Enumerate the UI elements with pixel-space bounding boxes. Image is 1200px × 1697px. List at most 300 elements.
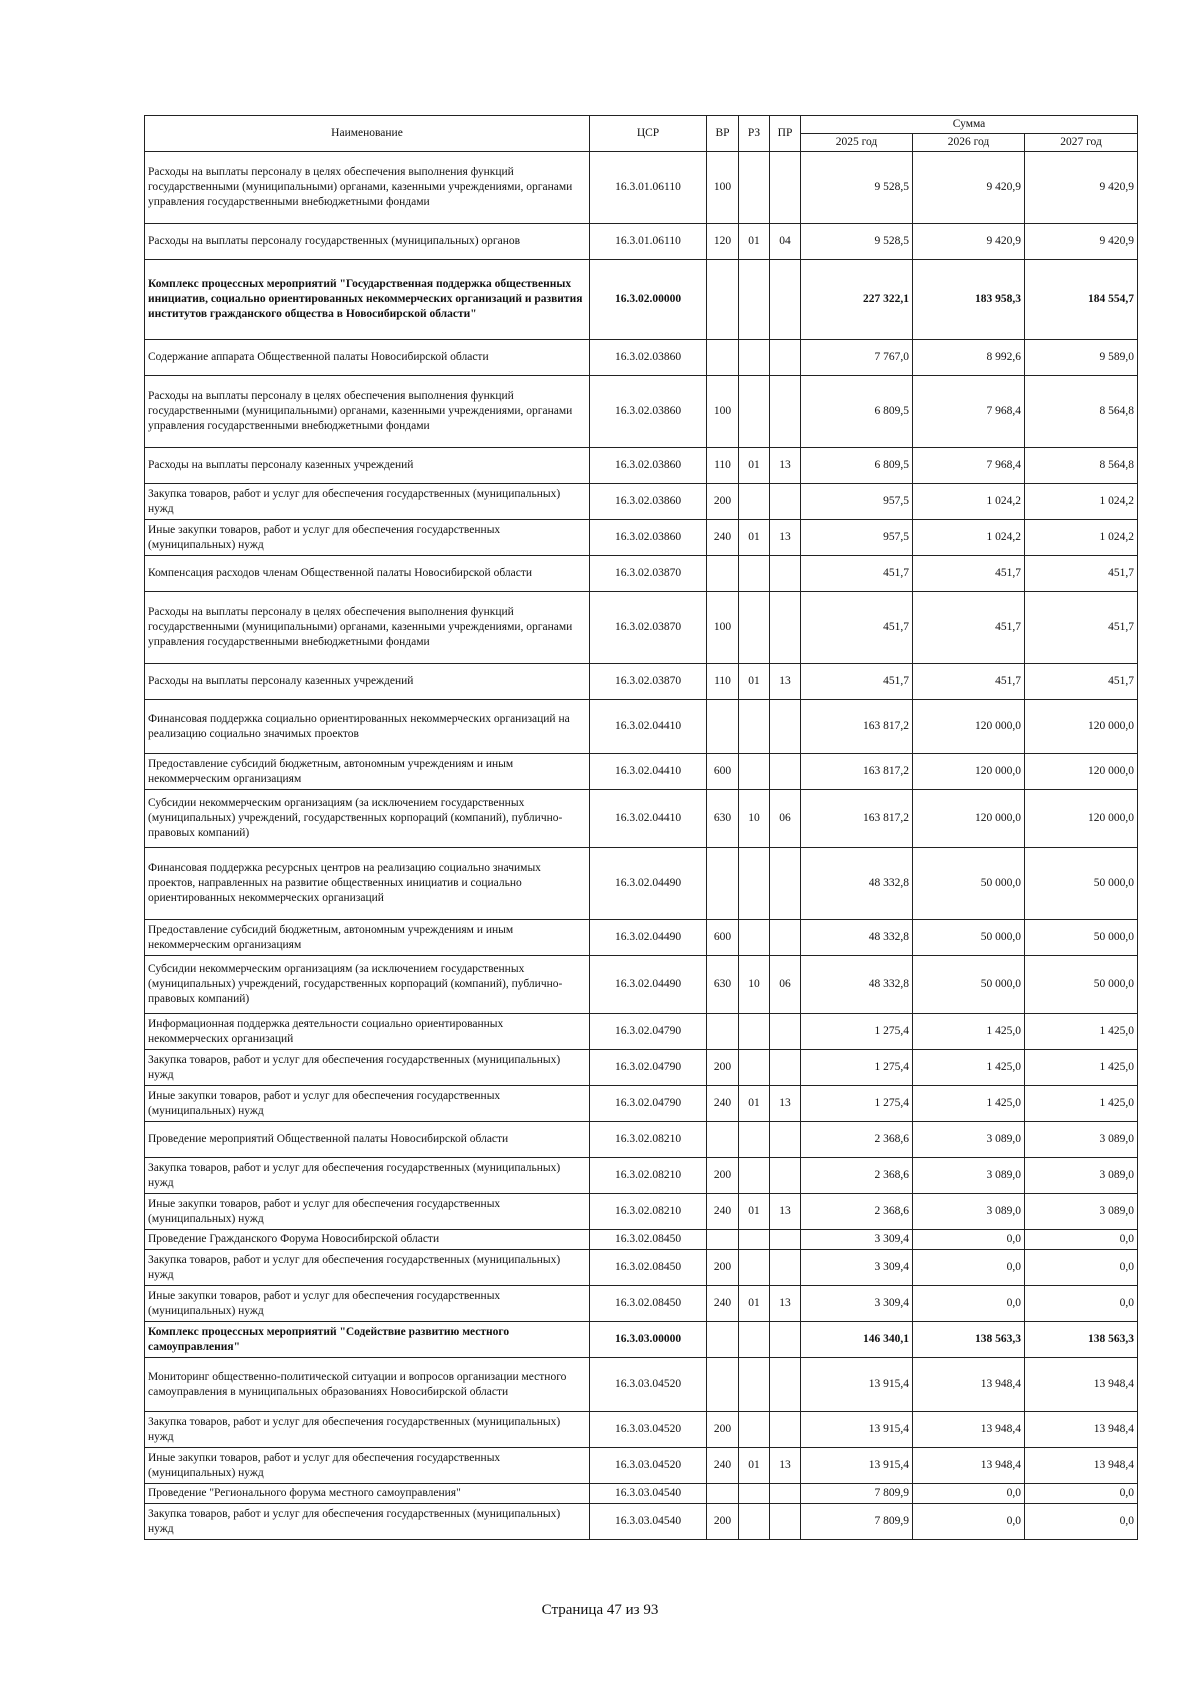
row-pr: [770, 1504, 801, 1540]
row-rz: [739, 920, 770, 956]
row-csr: 16.3.02.04790: [590, 1050, 707, 1086]
row-sum-2025: 6 809,5: [801, 376, 913, 448]
row-name: Содержание аппарата Общественной палаты Новосибирской области: [145, 340, 590, 376]
row-sum-2027: 13 948,4: [1025, 1358, 1138, 1412]
row-sum-2027: 0,0: [1025, 1286, 1138, 1322]
row-sum-2026: 3 089,0: [913, 1194, 1025, 1230]
row-sum-2026: 451,7: [913, 556, 1025, 592]
row-csr: 16.3.02.08450: [590, 1250, 707, 1286]
row-pr: 06: [770, 790, 801, 848]
row-sum-2025: 7 809,9: [801, 1504, 913, 1540]
row-csr: 16.3.01.06110: [590, 152, 707, 224]
table-row: [145, 260, 1138, 340]
row-rz: 01: [739, 224, 770, 260]
row-sum-2026: 1 425,0: [913, 1014, 1025, 1050]
row-sum-2025: 163 817,2: [801, 790, 913, 848]
row-sum-2026: 1 425,0: [913, 1050, 1025, 1086]
table-row: [145, 340, 1138, 376]
row-csr: 16.3.02.08210: [590, 1194, 707, 1230]
row-csr: 16.3.03.04540: [590, 1504, 707, 1540]
row-sum-2027: 8 564,8: [1025, 376, 1138, 448]
row-name: Иные закупки товаров, работ и услуг для обеспечения государственных (муниципальных) нужд: [145, 520, 590, 556]
row-name: Расходы на выплаты персоналу в целях обеспечения выполнения функций государственными (муниципальными) органами, казенными учреждениями, органами управления государственными внебюджетными фондами: [145, 152, 590, 224]
row-name: Закупка товаров, работ и услуг для обеспечения государственных (муниципальных) нужд: [145, 1158, 590, 1194]
row-rz: [739, 376, 770, 448]
table-row: [145, 1322, 1138, 1358]
row-sum-2025: 451,7: [801, 592, 913, 664]
row-vr: [707, 1122, 739, 1158]
table-row: [145, 1250, 1138, 1286]
row-sum-2027: 1 425,0: [1025, 1086, 1138, 1122]
row-rz: 01: [739, 520, 770, 556]
row-sum-2027: 184 554,7: [1025, 260, 1138, 340]
row-vr: 240: [707, 1286, 739, 1322]
table-row: [145, 448, 1138, 484]
table-row: [145, 376, 1138, 448]
row-name: Субсидии некоммерческим организациям (за исключением государственных (муниципальных) учреждений, государственных корпораций (компаний), публично-правовых компаний): [145, 956, 590, 1014]
row-sum-2025: 48 332,8: [801, 956, 913, 1014]
row-rz: [739, 1322, 770, 1358]
row-name: Проведение мероприятий Общественной палаты Новосибирской области: [145, 1122, 590, 1158]
row-sum-2027: 8 564,8: [1025, 448, 1138, 484]
row-sum-2027: 138 563,3: [1025, 1322, 1138, 1358]
row-pr: 13: [770, 520, 801, 556]
row-sum-2027: 3 089,0: [1025, 1158, 1138, 1194]
row-rz: [739, 484, 770, 520]
header-2025: 2025 год: [801, 134, 913, 152]
table-body: [145, 152, 1138, 1540]
row-sum-2027: 13 948,4: [1025, 1412, 1138, 1448]
row-name: Информационная поддержка деятельности социально ориентированных некоммерческих организаций: [145, 1014, 590, 1050]
row-sum-2026: 7 968,4: [913, 448, 1025, 484]
row-sum-2027: 0,0: [1025, 1504, 1138, 1540]
row-vr: 100: [707, 152, 739, 224]
row-pr: [770, 484, 801, 520]
row-rz: [739, 152, 770, 224]
row-sum-2026: 1 024,2: [913, 520, 1025, 556]
row-rz: 01: [739, 1448, 770, 1484]
row-vr: [707, 1014, 739, 1050]
row-name: Иные закупки товаров, работ и услуг для обеспечения государственных (муниципальных) нужд: [145, 1194, 590, 1230]
row-pr: [770, 1250, 801, 1286]
row-rz: 10: [739, 956, 770, 1014]
row-sum-2025: 3 309,4: [801, 1230, 913, 1250]
row-name: Закупка товаров, работ и услуг для обеспечения государственных (муниципальных) нужд: [145, 1050, 590, 1086]
row-vr: [707, 1484, 739, 1504]
row-sum-2025: 13 915,4: [801, 1412, 913, 1448]
table-row: [145, 1194, 1138, 1230]
row-csr: 16.3.02.04410: [590, 754, 707, 790]
row-csr: 16.3.01.06110: [590, 224, 707, 260]
row-sum-2026: 183 958,3: [913, 260, 1025, 340]
header-pr: ПР: [770, 116, 801, 152]
row-sum-2027: 3 089,0: [1025, 1122, 1138, 1158]
row-sum-2025: 48 332,8: [801, 920, 913, 956]
row-rz: [739, 1158, 770, 1194]
table-row: [145, 520, 1138, 556]
row-sum-2026: 451,7: [913, 592, 1025, 664]
table-row: [145, 1086, 1138, 1122]
row-vr: [707, 700, 739, 754]
row-csr: 16.3.02.04490: [590, 848, 707, 920]
table-row: [145, 224, 1138, 260]
table-row: [145, 1158, 1138, 1194]
row-pr: [770, 848, 801, 920]
row-pr: [770, 920, 801, 956]
row-rz: 01: [739, 1194, 770, 1230]
row-rz: 01: [739, 664, 770, 700]
row-csr: 16.3.02.04790: [590, 1014, 707, 1050]
row-sum-2027: 0,0: [1025, 1230, 1138, 1250]
row-sum-2026: 7 968,4: [913, 376, 1025, 448]
row-sum-2026: 120 000,0: [913, 754, 1025, 790]
row-sum-2027: 120 000,0: [1025, 700, 1138, 754]
row-sum-2027: 451,7: [1025, 556, 1138, 592]
row-sum-2025: 2 368,6: [801, 1122, 913, 1158]
row-sum-2026: 3 089,0: [913, 1158, 1025, 1194]
row-sum-2025: 2 368,6: [801, 1158, 913, 1194]
row-sum-2025: 13 915,4: [801, 1448, 913, 1484]
row-sum-2025: 3 309,4: [801, 1250, 913, 1286]
row-sum-2025: 957,5: [801, 484, 913, 520]
row-sum-2026: 50 000,0: [913, 920, 1025, 956]
row-sum-2026: 0,0: [913, 1250, 1025, 1286]
row-pr: [770, 376, 801, 448]
row-name: Расходы на выплаты персоналу казенных учреждений: [145, 664, 590, 700]
row-pr: 13: [770, 448, 801, 484]
header-rz: РЗ: [739, 116, 770, 152]
row-vr: 200: [707, 1412, 739, 1448]
table-row: [145, 592, 1138, 664]
row-name: Комплекс процессных мероприятий "Государственная поддержка общественных инициатив, социально ориентированных некоммерческих организаций и развития институтов гражданского общества в Новосибирской области": [145, 260, 590, 340]
table-row: [145, 1358, 1138, 1412]
row-name: Иные закупки товаров, работ и услуг для обеспечения государственных (муниципальных) нужд: [145, 1448, 590, 1484]
row-csr: 16.3.02.03860: [590, 340, 707, 376]
row-rz: 10: [739, 790, 770, 848]
row-sum-2027: 1 425,0: [1025, 1014, 1138, 1050]
row-vr: 200: [707, 1250, 739, 1286]
row-sum-2026: 13 948,4: [913, 1412, 1025, 1448]
row-pr: 13: [770, 664, 801, 700]
row-vr: 200: [707, 1158, 739, 1194]
row-pr: [770, 1412, 801, 1448]
row-sum-2026: 120 000,0: [913, 790, 1025, 848]
row-name: Проведение Гражданского Форума Новосибирской области: [145, 1230, 590, 1250]
row-sum-2025: 1 275,4: [801, 1086, 913, 1122]
row-rz: [739, 1484, 770, 1504]
header-2026: 2026 год: [913, 134, 1025, 152]
row-pr: [770, 1122, 801, 1158]
row-csr: 16.3.02.04790: [590, 1086, 707, 1122]
row-name: Расходы на выплаты персоналу в целях обеспечения выполнения функций государственными (муниципальными) органами, казенными учреждениями, органами управления государственными внебюджетными фондами: [145, 376, 590, 448]
row-sum-2025: 1 275,4: [801, 1014, 913, 1050]
row-rz: [739, 340, 770, 376]
row-sum-2026: 13 948,4: [913, 1448, 1025, 1484]
table-row: [145, 1122, 1138, 1158]
row-sum-2026: 8 992,6: [913, 340, 1025, 376]
row-rz: [739, 1014, 770, 1050]
row-pr: 06: [770, 956, 801, 1014]
row-vr: 240: [707, 1194, 739, 1230]
row-sum-2026: 0,0: [913, 1230, 1025, 1250]
row-vr: 600: [707, 754, 739, 790]
row-sum-2027: 1 425,0: [1025, 1050, 1138, 1086]
row-csr: 16.3.02.04490: [590, 956, 707, 1014]
row-sum-2025: 7 809,9: [801, 1484, 913, 1504]
row-pr: [770, 1230, 801, 1250]
row-vr: 240: [707, 1448, 739, 1484]
row-sum-2026: 50 000,0: [913, 848, 1025, 920]
row-sum-2027: 1 024,2: [1025, 520, 1138, 556]
row-rz: [739, 1358, 770, 1412]
row-sum-2027: 120 000,0: [1025, 754, 1138, 790]
row-sum-2026: 13 948,4: [913, 1358, 1025, 1412]
row-rz: [739, 1412, 770, 1448]
row-sum-2025: 451,7: [801, 556, 913, 592]
table-row: [145, 1230, 1138, 1250]
row-vr: 630: [707, 956, 739, 1014]
table-row: [145, 848, 1138, 920]
row-sum-2026: 451,7: [913, 664, 1025, 700]
row-sum-2026: 138 563,3: [913, 1322, 1025, 1358]
table-row: [145, 152, 1138, 224]
row-vr: 200: [707, 1504, 739, 1540]
row-csr: 16.3.02.08210: [590, 1122, 707, 1158]
row-rz: [739, 1250, 770, 1286]
row-name: Расходы на выплаты персоналу государственных (муниципальных) органов: [145, 224, 590, 260]
table-row: [145, 1448, 1138, 1484]
row-csr: 16.3.02.08450: [590, 1286, 707, 1322]
row-pr: 13: [770, 1086, 801, 1122]
row-csr: 16.3.02.03860: [590, 484, 707, 520]
row-rz: 01: [739, 448, 770, 484]
row-vr: 240: [707, 1086, 739, 1122]
table-row: [145, 920, 1138, 956]
row-vr: 110: [707, 448, 739, 484]
row-csr: 16.3.02.04490: [590, 920, 707, 956]
row-pr: [770, 1358, 801, 1412]
row-sum-2025: 9 528,5: [801, 224, 913, 260]
row-csr: 16.3.02.03860: [590, 376, 707, 448]
row-sum-2026: 1 425,0: [913, 1086, 1025, 1122]
row-sum-2025: 227 322,1: [801, 260, 913, 340]
row-sum-2025: 3 309,4: [801, 1286, 913, 1322]
row-csr: 16.3.02.08450: [590, 1230, 707, 1250]
table-row: [145, 790, 1138, 848]
row-pr: [770, 260, 801, 340]
row-sum-2026: 9 420,9: [913, 152, 1025, 224]
row-pr: [770, 340, 801, 376]
row-name: Финансовая поддержка социально ориентированных некоммерческих организаций на реализацию социально значимых проектов: [145, 700, 590, 754]
row-csr: 16.3.02.03860: [590, 448, 707, 484]
table-row: [145, 1412, 1138, 1448]
row-name: Закупка товаров, работ и услуг для обеспечения государственных (муниципальных) нужд: [145, 1504, 590, 1540]
row-rz: [739, 556, 770, 592]
row-pr: [770, 754, 801, 790]
row-pr: 13: [770, 1286, 801, 1322]
row-sum-2025: 48 332,8: [801, 848, 913, 920]
row-name: Иные закупки товаров, работ и услуг для обеспечения государственных (муниципальных) нужд: [145, 1086, 590, 1122]
row-sum-2026: 120 000,0: [913, 700, 1025, 754]
row-sum-2026: 0,0: [913, 1484, 1025, 1504]
row-name: Комплекс процессных мероприятий "Содействие развитию местного самоуправления": [145, 1322, 590, 1358]
table-row: [145, 1286, 1138, 1322]
row-vr: 120: [707, 224, 739, 260]
row-sum-2025: 163 817,2: [801, 754, 913, 790]
table-row: [145, 754, 1138, 790]
row-sum-2025: 7 767,0: [801, 340, 913, 376]
row-sum-2026: 9 420,9: [913, 224, 1025, 260]
row-vr: 200: [707, 484, 739, 520]
row-sum-2025: 957,5: [801, 520, 913, 556]
row-vr: [707, 1322, 739, 1358]
row-pr: [770, 1484, 801, 1504]
row-pr: 13: [770, 1194, 801, 1230]
row-sum-2025: 146 340,1: [801, 1322, 913, 1358]
row-vr: [707, 1230, 739, 1250]
row-vr: [707, 340, 739, 376]
table-header: [145, 116, 1138, 152]
row-sum-2027: 50 000,0: [1025, 920, 1138, 956]
row-pr: [770, 1050, 801, 1086]
row-rz: [739, 592, 770, 664]
row-vr: [707, 1358, 739, 1412]
row-name: Закупка товаров, работ и услуг для обеспечения государственных (муниципальных) нужд: [145, 1412, 590, 1448]
row-name: Закупка товаров, работ и услуг для обеспечения государственных (муниципальных) нужд: [145, 484, 590, 520]
row-sum-2025: 451,7: [801, 664, 913, 700]
budget-table: [144, 115, 1138, 1540]
table-row: [145, 664, 1138, 700]
row-name: Иные закупки товаров, работ и услуг для обеспечения государственных (муниципальных) нужд: [145, 1286, 590, 1322]
table-row: [145, 1504, 1138, 1540]
row-sum-2025: 2 368,6: [801, 1194, 913, 1230]
row-sum-2027: 50 000,0: [1025, 848, 1138, 920]
row-pr: 04: [770, 224, 801, 260]
row-vr: [707, 556, 739, 592]
row-csr: 16.3.03.04520: [590, 1448, 707, 1484]
row-sum-2027: 9 420,9: [1025, 152, 1138, 224]
row-sum-2027: 1 024,2: [1025, 484, 1138, 520]
row-csr: 16.3.02.03860: [590, 520, 707, 556]
row-csr: 16.3.03.00000: [590, 1322, 707, 1358]
row-csr: 16.3.02.04410: [590, 700, 707, 754]
row-sum-2026: 50 000,0: [913, 956, 1025, 1014]
row-sum-2025: 163 817,2: [801, 700, 913, 754]
row-sum-2027: 9 420,9: [1025, 224, 1138, 260]
row-pr: [770, 152, 801, 224]
row-csr: 16.3.03.04520: [590, 1358, 707, 1412]
row-sum-2027: 451,7: [1025, 664, 1138, 700]
row-rz: [739, 1504, 770, 1540]
row-rz: [739, 848, 770, 920]
row-pr: 13: [770, 1448, 801, 1484]
header-csr: ЦСР: [590, 116, 707, 152]
row-rz: [739, 1050, 770, 1086]
row-csr: 16.3.03.04540: [590, 1484, 707, 1504]
table-row: [145, 700, 1138, 754]
row-vr: 100: [707, 592, 739, 664]
row-sum-2025: 13 915,4: [801, 1358, 913, 1412]
row-rz: [739, 1230, 770, 1250]
row-name: Предоставление субсидий бюджетным, автономным учреждениям и иным некоммерческим организациям: [145, 754, 590, 790]
row-pr: [770, 1014, 801, 1050]
row-csr: 16.3.02.03870: [590, 664, 707, 700]
row-name: Субсидии некоммерческим организациям (за исключением государственных (муниципальных) учреждений, государственных корпораций (компаний), публично-правовых компаний): [145, 790, 590, 848]
row-sum-2027: 120 000,0: [1025, 790, 1138, 848]
row-vr: 630: [707, 790, 739, 848]
row-sum-2026: 0,0: [913, 1504, 1025, 1540]
row-pr: [770, 700, 801, 754]
row-sum-2026: 1 024,2: [913, 484, 1025, 520]
row-rz: [739, 700, 770, 754]
row-name: Предоставление субсидий бюджетным, автономным учреждениям и иным некоммерческим организациям: [145, 920, 590, 956]
row-csr: 16.3.02.03870: [590, 592, 707, 664]
row-pr: [770, 556, 801, 592]
page-number: Страница 47 из 93: [541, 1602, 659, 1618]
row-name: Компенсация расходов членам Общественной палаты Новосибирской области: [145, 556, 590, 592]
row-sum-2025: 1 275,4: [801, 1050, 913, 1086]
row-vr: 200: [707, 1050, 739, 1086]
row-sum-2027: 0,0: [1025, 1250, 1138, 1286]
row-rz: [739, 260, 770, 340]
row-csr: 16.3.02.08210: [590, 1158, 707, 1194]
row-rz: 01: [739, 1086, 770, 1122]
row-name: Закупка товаров, работ и услуг для обеспечения государственных (муниципальных) нужд: [145, 1250, 590, 1286]
row-rz: 01: [739, 1286, 770, 1322]
header-name: Наименование: [145, 116, 590, 152]
row-csr: 16.3.02.04410: [590, 790, 707, 848]
row-sum-2027: 9 589,0: [1025, 340, 1138, 376]
row-vr: 240: [707, 520, 739, 556]
row-sum-2026: 0,0: [913, 1286, 1025, 1322]
row-pr: [770, 1158, 801, 1194]
row-sum-2027: 0,0: [1025, 1484, 1138, 1504]
header-sum: Сумма: [801, 116, 1138, 134]
row-sum-2027: 50 000,0: [1025, 956, 1138, 1014]
row-sum-2025: 9 528,5: [801, 152, 913, 224]
table-row: [145, 1484, 1138, 1504]
row-rz: [739, 1122, 770, 1158]
row-sum-2027: 451,7: [1025, 592, 1138, 664]
header-vr: ВР: [707, 116, 739, 152]
table-row: [145, 556, 1138, 592]
row-rz: [739, 754, 770, 790]
row-vr: [707, 848, 739, 920]
row-csr: 16.3.02.00000: [590, 260, 707, 340]
row-name: Мониторинг общественно-политической ситуации и вопросов организации местного самоуправления в муниципальных образованиях Новосибирской области: [145, 1358, 590, 1412]
row-sum-2025: 6 809,5: [801, 448, 913, 484]
header-2027: 2027 год: [1025, 134, 1138, 152]
table-row: [145, 484, 1138, 520]
table-row: [145, 956, 1138, 1014]
row-csr: 16.3.03.04520: [590, 1412, 707, 1448]
row-pr: [770, 1322, 801, 1358]
row-vr: 110: [707, 664, 739, 700]
row-sum-2027: 13 948,4: [1025, 1448, 1138, 1484]
row-name: Проведение "Регионального форума местного самоуправления": [145, 1484, 590, 1504]
row-sum-2026: 3 089,0: [913, 1122, 1025, 1158]
row-csr: 16.3.02.03870: [590, 556, 707, 592]
row-name: Расходы на выплаты персоналу в целях обеспечения выполнения функций государственными (муниципальными) органами, казенными учреждениями, органами управления государственными внебюджетными фондами: [145, 592, 590, 664]
row-sum-2027: 3 089,0: [1025, 1194, 1138, 1230]
row-vr: 100: [707, 376, 739, 448]
row-name: Расходы на выплаты персоналу казенных учреждений: [145, 448, 590, 484]
table-row: [145, 1014, 1138, 1050]
row-name: Финансовая поддержка ресурсных центров на реализацию социально значимых проектов, направленных на развитие общественных инициатив и социально ориентированных некоммерческих организаций: [145, 848, 590, 920]
row-pr: [770, 592, 801, 664]
row-vr: [707, 260, 739, 340]
row-vr: 600: [707, 920, 739, 956]
